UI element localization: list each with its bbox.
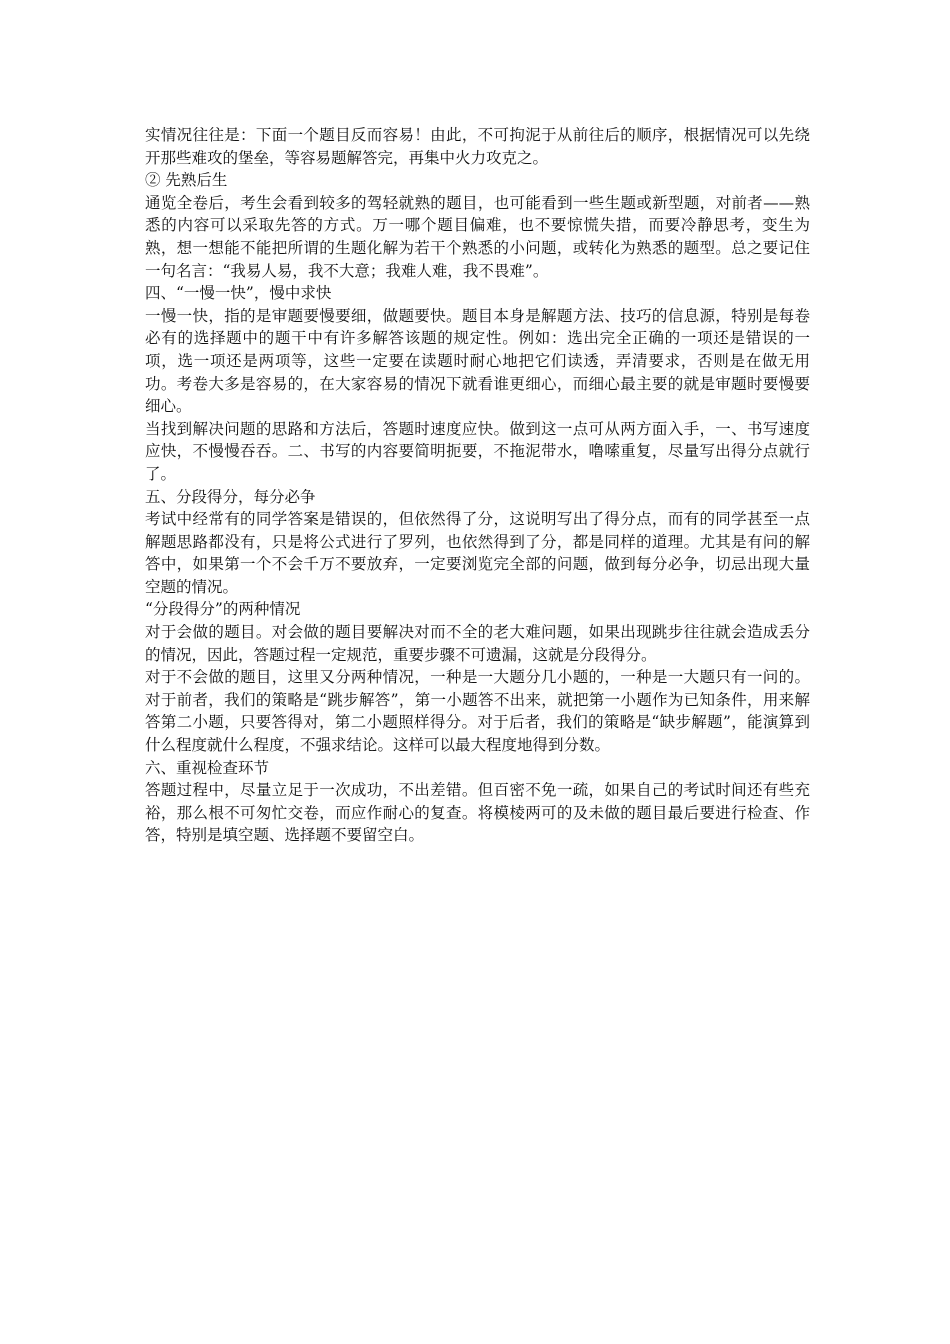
- paragraph-2: 通览全卷后，考生会看到较多的驾轻就熟的题目，也可能看到一些生题或新型题，对前者——熟悉的内容可以采取先答的方式。万一哪个题目偏难，也不要惊慌失措，而要冷静思考，变生为熟，想一想能不能把所谓的生题化解为若干个熟悉的小问题，或转化为熟悉的题型。总之要记住一句名言：“我易人易，我不大意；我难人难，我不畏难”。: [145, 193, 810, 280]
- paragraph-10: 对于不会做的题目，这里又分两种情况，一种是一大题分几小题的，一种是一大题只有一问的。对于前者，我们的策略是“跳步解答”，第一小题答不出来，就把第一小题作为已知条件，用来解答第二小题，只要答得对，第二小题照样得分。对于后者，我们的策略是“缺步解题”，能演算到什么程度就什么程度，不强求结论。这样可以最大程度地得到分数。: [145, 668, 810, 755]
- paragraph-7: 考试中经常有的同学答案是错误的，但依然得了分，这说明写出了得分点，而有的同学甚至一点解题思路都没有，只是将公式进行了罗列，也依然得到了分，都是同样的道理。尤其是有问的解答中，如果第一个不会千万不要放弃，一定要浏览完全部的问题，做到每分必争，切忌出现大量空题的情况。: [145, 510, 810, 596]
- section-heading-6: 六、重视检查环节: [145, 758, 270, 777]
- document-body: [145, 124, 810, 847]
- paragraph-0: 实情况往往是：下面一个题目反而容易！由此，不可拘泥于从前往后的顺序，根据情况可以先绕开那些难攻的堡垒，等容易题解答完，再集中火力攻克之。: [145, 126, 810, 167]
- paragraph-12: 答题过程中，尽量立足于一次成功，不出差错。但百密不免一疏，如果自己的考试时间还有些充裕，那么根不可匆忙交卷，而应作耐心的复查。将模棱两可的及未做的题目最后要进行检查、作答，特别是填空题、选择题不要留空白。: [145, 781, 810, 845]
- paragraph-9: 对于会做的题目。对会做的题目要解决对而不全的老大难问题，如果出现跳步往往就会造成丢分的情况，因此，答题过程一定规范，重要步骤不可遗漏，这就是分段得分。: [145, 623, 810, 664]
- section-heading-4: 四、“一慢一快”，慢中求快: [145, 284, 332, 303]
- section-heading-5: 五、分段得分，每分必争: [145, 487, 316, 506]
- subheading-two-cases: “分段得分”的两种情况: [145, 600, 301, 619]
- paragraph-4: 一慢一快，指的是审题要慢要细，做题要快。题目本身是解题方法、技巧的信息源，特别是每卷必有的选择题中的题干中有许多解答该题的规定性。例如：选出完全正确的一项还是错误的一项，选一项还是两项等，这些一定要在读题时耐心地把它们读透，弄清要求，否则是在做无用功。考卷大多是容易的，在大家容易的情况下就看谁更细心，而细心最主要的就是审题时要慢要细心。: [145, 306, 810, 416]
- subheading-xian-shu-hou-sheng: ② 先熟后生: [145, 171, 228, 190]
- paragraph-5: 当找到解决问题的思路和方法后，答题时速度应快。做到这一点可从两方面入手，一、书写速度应快，不慢慢吞吞。二、书写的内容要简明扼要，不拖泥带水，噜嗦重复，尽量写出得分点就行了。: [145, 419, 810, 483]
